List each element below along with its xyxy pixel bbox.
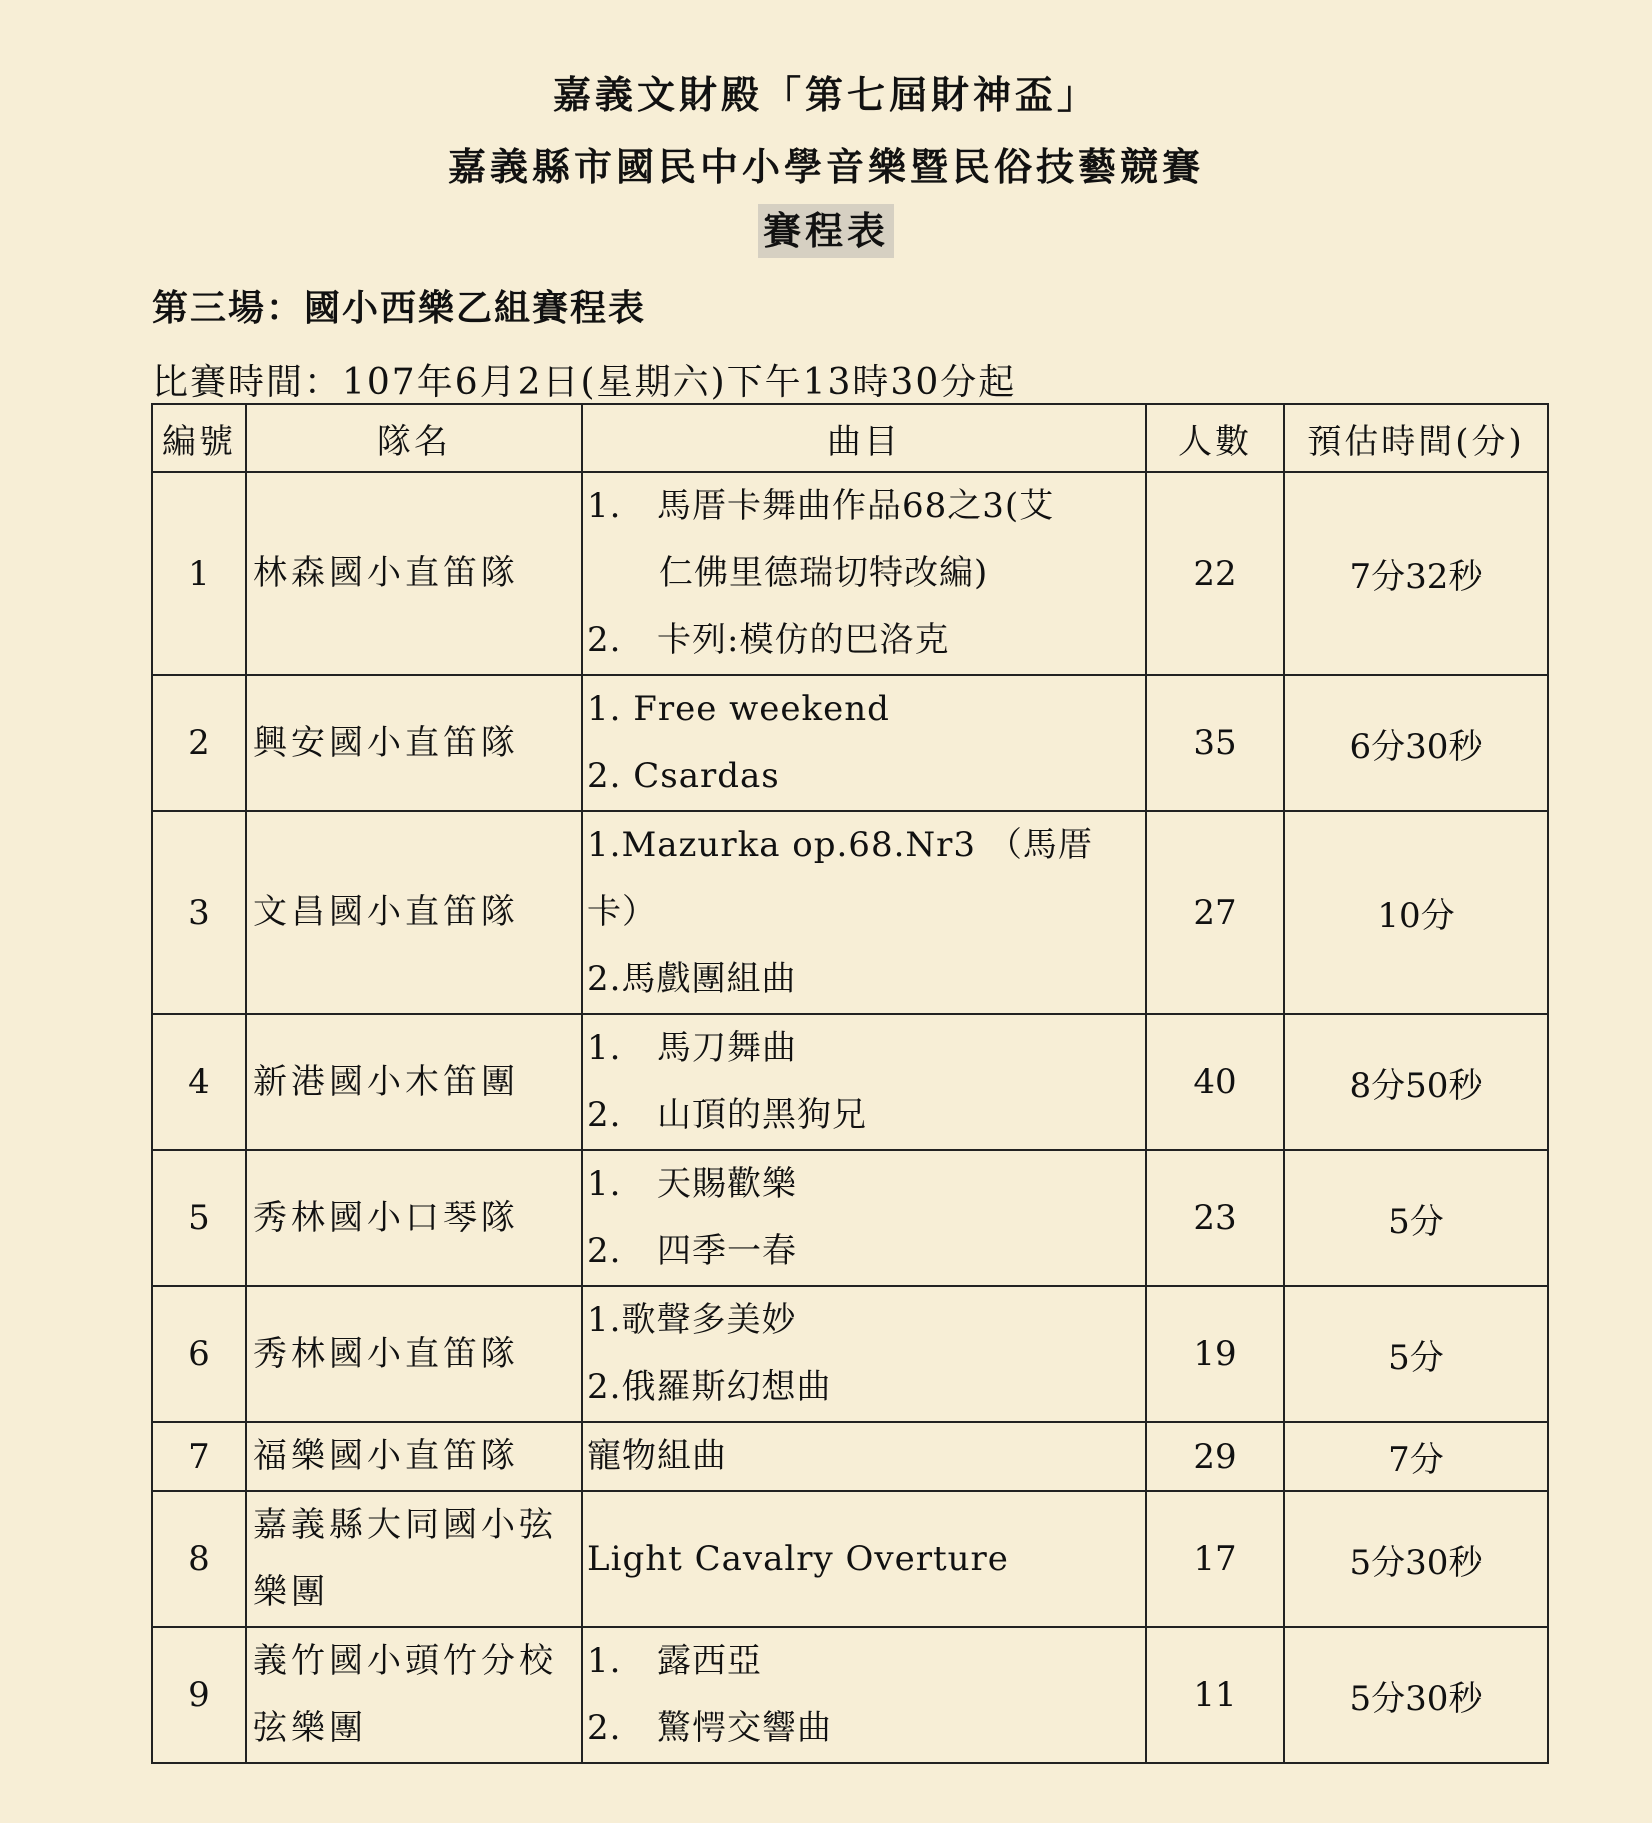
piece-item: 2.馬戲團組曲 xyxy=(587,959,797,999)
row-number: 2 xyxy=(152,675,246,811)
row-number: 1 xyxy=(152,472,246,675)
table-header-row xyxy=(152,404,1548,472)
table-row xyxy=(152,1150,1548,1286)
estimated-time: 5分30秒 xyxy=(1284,1491,1548,1627)
team-name: 秀林國小直笛隊 xyxy=(246,1286,582,1422)
piece-item: 1.歌聲多美妙 xyxy=(587,1300,797,1340)
column-header-time: 預估時間(分) xyxy=(1284,404,1548,472)
piece-item: 2. 四季一春 xyxy=(587,1231,797,1271)
estimated-time: 7分 xyxy=(1284,1422,1548,1491)
row-number: 7 xyxy=(152,1422,246,1491)
schedule-table xyxy=(151,403,1549,1764)
piece-item: 1. 露西亞 xyxy=(587,1641,762,1681)
table-row xyxy=(152,811,1548,1014)
piece-item: 2. Csardas xyxy=(587,756,780,796)
estimated-time: 5分30秒 xyxy=(1284,1627,1548,1763)
row-number: 3 xyxy=(152,811,246,1014)
piece-item: 1. Free weekend xyxy=(587,689,890,729)
estimated-time: 6分30秒 xyxy=(1284,675,1548,811)
member-count: 22 xyxy=(1146,472,1284,675)
piece-item: 寵物組曲 xyxy=(587,1436,727,1476)
section-title: 第三場：國小西樂乙組賽程表 xyxy=(152,287,647,329)
team-name: 文昌國小直笛隊 xyxy=(246,811,582,1014)
piece-list xyxy=(582,675,1146,811)
team-name: 新港國小木笛團 xyxy=(246,1014,582,1150)
estimated-time: 8分50秒 xyxy=(1284,1014,1548,1150)
piece-item: 2.俄羅斯幻想曲 xyxy=(587,1367,832,1407)
piece-item-continued: 仁佛里德瑞切特改編) xyxy=(659,553,989,593)
estimated-time: 10分 xyxy=(1284,811,1548,1014)
team-name: 福樂國小直笛隊 xyxy=(246,1422,582,1491)
table-row xyxy=(152,1286,1548,1422)
row-number: 5 xyxy=(152,1150,246,1286)
row-number: 9 xyxy=(152,1627,246,1763)
member-count: 40 xyxy=(1146,1014,1284,1150)
member-count: 11 xyxy=(1146,1627,1284,1763)
member-count: 29 xyxy=(1146,1422,1284,1491)
section-time: 比賽時間：107年6月2日(星期六)下午13時30分起 xyxy=(152,362,1017,403)
piece-item: 2. 山頂的黑狗兄 xyxy=(587,1095,867,1135)
member-count: 35 xyxy=(1146,675,1284,811)
team-name: 義竹國小頭竹分校弦樂團 xyxy=(246,1627,582,1763)
table-row xyxy=(152,1491,1548,1627)
row-number: 8 xyxy=(152,1491,246,1627)
member-count: 17 xyxy=(1146,1491,1284,1627)
piece-list xyxy=(582,1491,1146,1627)
piece-item: 1.Mazurka op.68.Nr3 （馬厝 xyxy=(587,825,1093,865)
piece-list xyxy=(582,1286,1146,1422)
team-name: 興安國小直笛隊 xyxy=(246,675,582,811)
team-name: 嘉義縣大同國小弦樂團 xyxy=(246,1491,582,1627)
piece-list xyxy=(582,1627,1146,1763)
piece-item: 2. 驚愕交響曲 xyxy=(587,1708,832,1748)
piece-list xyxy=(582,811,1146,1014)
piece-item: 1. 馬刀舞曲 xyxy=(587,1028,797,1068)
table-row xyxy=(152,1422,1548,1491)
estimated-time: 5分 xyxy=(1284,1150,1548,1286)
row-number: 6 xyxy=(152,1286,246,1422)
piece-item: Light Cavalry Overture xyxy=(587,1538,1009,1579)
piece-list xyxy=(582,472,1146,675)
title-line-1: 嘉義文財殿「第七屆財神盃」 xyxy=(552,72,1099,117)
table-row xyxy=(152,1014,1548,1150)
column-header-pieces: 曲目 xyxy=(582,404,1146,472)
row-number: 4 xyxy=(152,1014,246,1150)
piece-item: 2. 卡列:模仿的巴洛克 xyxy=(587,620,950,660)
piece-item: 1. 天賜歡樂 xyxy=(587,1164,797,1204)
estimated-time: 5分 xyxy=(1284,1286,1548,1422)
title-line-3: 賽程表 xyxy=(758,204,894,258)
piece-item-continued: 卡） xyxy=(587,892,657,932)
table-row xyxy=(152,675,1548,811)
member-count: 27 xyxy=(1146,811,1284,1014)
team-name: 林森國小直笛隊 xyxy=(246,472,582,675)
piece-item: 1. 馬厝卡舞曲作品68之3(艾 xyxy=(587,486,1055,526)
column-header-team: 隊名 xyxy=(246,404,582,472)
table-row xyxy=(152,1627,1548,1763)
estimated-time: 7分32秒 xyxy=(1284,472,1548,675)
title-line-2: 嘉義縣市國民中小學音樂暨民俗技藝競賽 xyxy=(447,144,1204,189)
table-row xyxy=(152,472,1548,675)
piece-list xyxy=(582,1150,1146,1286)
member-count: 23 xyxy=(1146,1150,1284,1286)
column-header-number: 編號 xyxy=(152,404,246,472)
column-header-count: 人數 xyxy=(1146,404,1284,472)
piece-list xyxy=(582,1014,1146,1150)
team-name: 秀林國小口琴隊 xyxy=(246,1150,582,1286)
member-count: 19 xyxy=(1146,1286,1284,1422)
piece-list xyxy=(582,1422,1146,1491)
